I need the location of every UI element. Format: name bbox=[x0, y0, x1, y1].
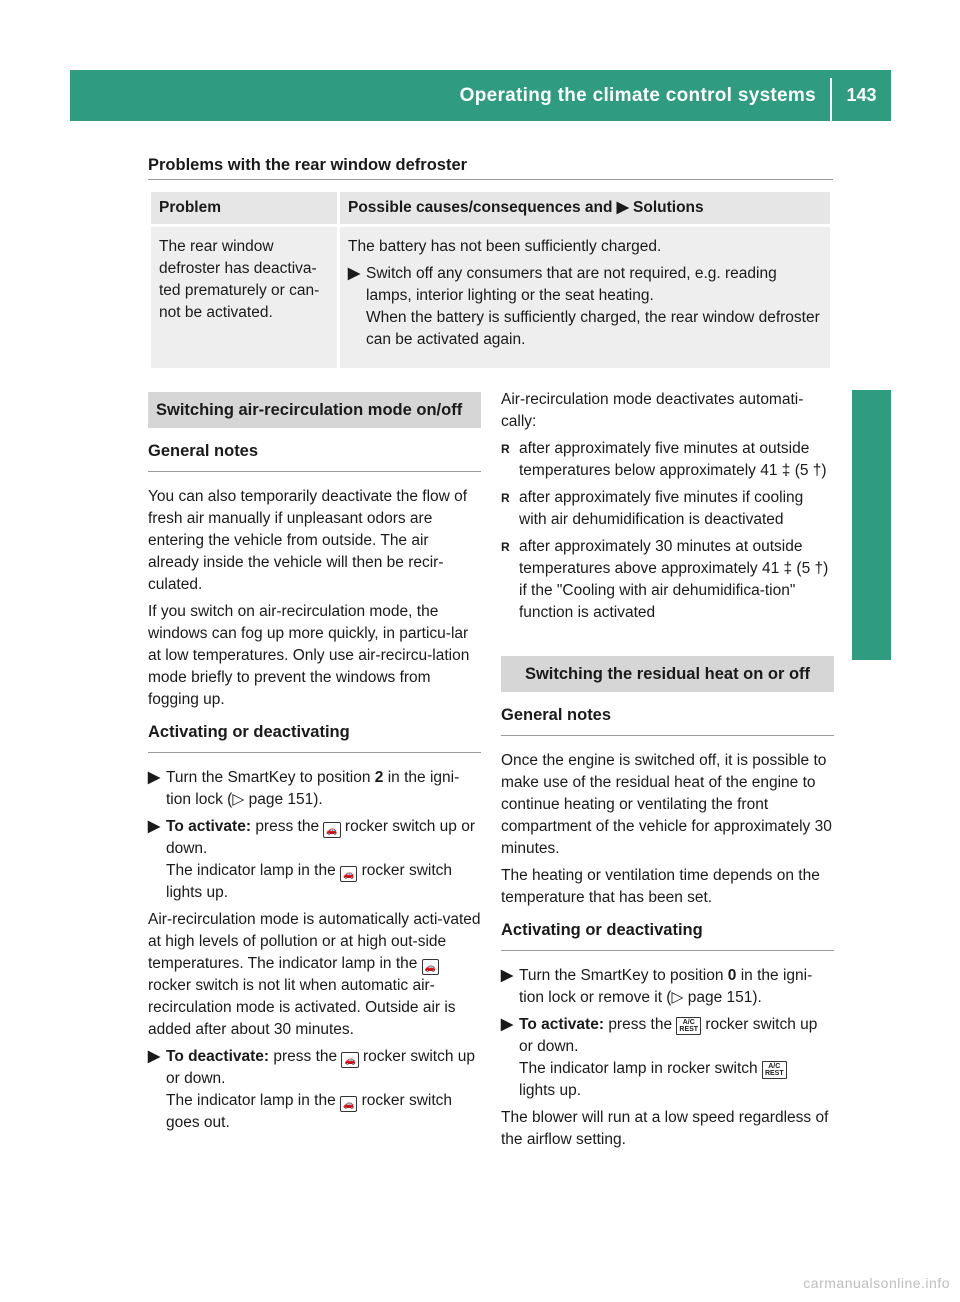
page-ref-arrow-icon: ▷ bbox=[671, 989, 684, 1006]
bullet-text: after approximately five minutes if cooling with air dehumidification is deactivated bbox=[519, 489, 804, 528]
bullet-text: after approximately 30 minutes at outside temperatures above approximately 41 ‡ (5 †) if the "Cooling with air dehumidifica-tion" function is activated bbox=[519, 538, 829, 621]
step-note: The indicator lamp in the bbox=[166, 862, 336, 879]
recirc-step-activate bbox=[148, 816, 481, 904]
solution-cell bbox=[340, 227, 830, 368]
recirc-activating-heading: Activating or deactivating bbox=[148, 723, 350, 741]
recirc-car-icon: 🚗 bbox=[341, 1052, 358, 1068]
page-ref-arrow-icon: ▷ bbox=[232, 791, 245, 808]
col-solutions bbox=[340, 192, 830, 224]
action-arrow-icon: ▶ bbox=[148, 769, 160, 786]
residual-blower-text: The blower will run at a low speed regardless of the airflow setting. bbox=[501, 1109, 829, 1148]
ac-rest-icon bbox=[676, 1017, 701, 1035]
bullet-icon: R bbox=[501, 491, 510, 505]
defroster-rule bbox=[148, 179, 833, 180]
solution-2: When the battery is sufficiently charged, the rear window defroster can be activated again. bbox=[366, 309, 820, 348]
col-problem: Problem bbox=[151, 192, 337, 224]
step-text: press the bbox=[273, 1048, 338, 1065]
step-note: The indicator lamp in the bbox=[166, 1092, 336, 1109]
rule bbox=[148, 752, 481, 753]
action-arrow-icon: ▶ bbox=[501, 967, 513, 984]
auto-deact-intro: Air-recirculation mode deactivates automati-cally: bbox=[501, 391, 804, 430]
running-header bbox=[70, 70, 891, 121]
page-number: 143 bbox=[846, 85, 877, 105]
residual-p2: The heating or ventilation time depends on the temperature that has been set. bbox=[501, 867, 820, 906]
chapter-label-text: Climate control bbox=[860, 479, 883, 626]
ac-icon-top: A/C bbox=[768, 1063, 781, 1070]
ac-icon-bottom: REST bbox=[764, 1070, 784, 1077]
residual-step-1 bbox=[501, 965, 834, 1009]
bullet-icon: R bbox=[501, 442, 510, 456]
recirc-car-icon: 🚗 bbox=[422, 959, 439, 975]
table-header-row bbox=[151, 192, 830, 224]
recirc-title-text: Switching air-recirculation mode on/off bbox=[156, 401, 463, 419]
step-note: The indicator lamp in rocker switch bbox=[519, 1060, 758, 1077]
residual-step-activate bbox=[501, 1014, 834, 1102]
col-solutions-prefix: Possible causes/consequences and bbox=[348, 199, 613, 216]
step-note: rocker switch lights up. bbox=[166, 862, 453, 901]
recirc-step-1 bbox=[148, 767, 481, 811]
recirc-car-icon: 🚗 bbox=[340, 866, 357, 882]
defroster-table bbox=[148, 189, 833, 371]
deactivate-label: To deactivate: bbox=[166, 1048, 270, 1065]
action-arrow-icon: ▶ bbox=[148, 818, 160, 835]
step-text: rocker switch up or down. bbox=[166, 1048, 475, 1087]
watermark: carmanualsonline.info bbox=[803, 1275, 950, 1291]
auto-text-b: rocker switch is not lit when automatic air-recirculation mode is activated. Outside air is added after about 30 minutes. bbox=[148, 977, 456, 1038]
residual-general-heading: General notes bbox=[501, 706, 612, 724]
step-text: rocker switch up or down. bbox=[519, 1016, 818, 1055]
page-reference[interactable]: page 151). bbox=[248, 791, 323, 808]
recirc-auto-text bbox=[148, 909, 481, 1041]
defroster-title: Problems with the rear window defroster bbox=[148, 156, 468, 174]
ac-rest-icon bbox=[762, 1061, 787, 1079]
recirc-step-deactivate bbox=[148, 1046, 481, 1134]
recirc-car-icon: 🚗 bbox=[323, 822, 340, 838]
ac-icon-top: A/C bbox=[682, 1019, 695, 1026]
step-text: press the bbox=[608, 1016, 673, 1033]
bullet-icon: R bbox=[501, 540, 510, 554]
recirc-section-title bbox=[148, 392, 481, 428]
recirc-car-icon: 🚗 bbox=[340, 1096, 357, 1112]
key-position: 2 bbox=[374, 769, 384, 786]
list-item bbox=[501, 438, 834, 482]
action-arrow-icon: ▶ bbox=[148, 1048, 160, 1065]
step-note: lights up. bbox=[519, 1082, 582, 1099]
chapter-label bbox=[852, 440, 891, 665]
activate-label: To activate: bbox=[166, 818, 251, 835]
recirc-general-heading: General notes bbox=[148, 442, 259, 460]
step-note: rocker switch goes out. bbox=[166, 1092, 453, 1131]
col-solutions-suffix: Solutions bbox=[633, 199, 704, 216]
activate-label: To activate: bbox=[519, 1016, 604, 1033]
bullet-text: after approximately five minutes at outside temperatures below approximately 41 ‡ (5 †) bbox=[519, 440, 827, 479]
rule bbox=[501, 950, 834, 951]
list-item bbox=[501, 487, 834, 531]
residual-section-title bbox=[501, 656, 834, 692]
key-position: 0 bbox=[727, 967, 737, 984]
residual-activating-heading: Activating or deactivating bbox=[501, 921, 703, 939]
action-arrow-icon: ▶ bbox=[501, 1016, 513, 1033]
cause-text: The battery has not been sufficiently charged. bbox=[348, 238, 662, 255]
solution-step bbox=[348, 263, 822, 351]
header-title: Operating the climate control systems bbox=[459, 85, 816, 106]
auto-text-a: Air-recirculation mode is automatically acti-vated at high levels of pollution or at high out-side temperatures. The indicator lamp in the bbox=[148, 911, 481, 972]
left-column bbox=[148, 392, 481, 1139]
action-arrow-icon: ▶ bbox=[616, 199, 629, 216]
step-text: press the bbox=[255, 818, 320, 835]
page-reference[interactable]: page 151). bbox=[687, 989, 762, 1006]
right-column bbox=[501, 389, 834, 1156]
action-arrow-icon: ▶ bbox=[348, 265, 360, 282]
table-row bbox=[151, 227, 830, 368]
step-text: in the igni-tion lock or remove it ( bbox=[519, 967, 813, 1006]
recirc-p1: You can also temporarily deactivate the flow of fresh air manually if unpleasant odors are entering the vehicle from outside. The air already inside the vehicle will then be recir-culated. bbox=[148, 488, 468, 593]
recirc-p2: If you switch on air-recirculation mode, the windows can fog up more quickly, in particu-lar at low temperatures. Only use air-recircu-lation mode briefly to prevent the windows from fogging up. bbox=[148, 603, 470, 708]
problem-cell: The rear window defroster has deactiva-ted prematurely or can-not be activated. bbox=[151, 227, 337, 368]
step-text: rocker switch up or down. bbox=[166, 818, 475, 857]
list-item bbox=[501, 536, 834, 624]
solution-1: Switch off any consumers that are not required, e.g. reading lamps, interior lighting or the seat heating. bbox=[366, 265, 777, 304]
rule bbox=[148, 471, 481, 472]
step-text: Turn the SmartKey to position bbox=[166, 769, 371, 786]
residual-title-text: Switching the residual heat on or off bbox=[524, 665, 811, 683]
step-text: Turn the SmartKey to position bbox=[519, 967, 724, 984]
residual-p1: Once the engine is switched off, it is possible to make use of the residual heat of the engine to continue heating or ventilating the front compartment of the vehicle for approximately 30 minutes. bbox=[501, 752, 832, 857]
rule bbox=[501, 735, 834, 736]
step-text: in the igni-tion lock ( bbox=[166, 769, 460, 808]
ac-icon-bottom: REST bbox=[679, 1026, 699, 1033]
